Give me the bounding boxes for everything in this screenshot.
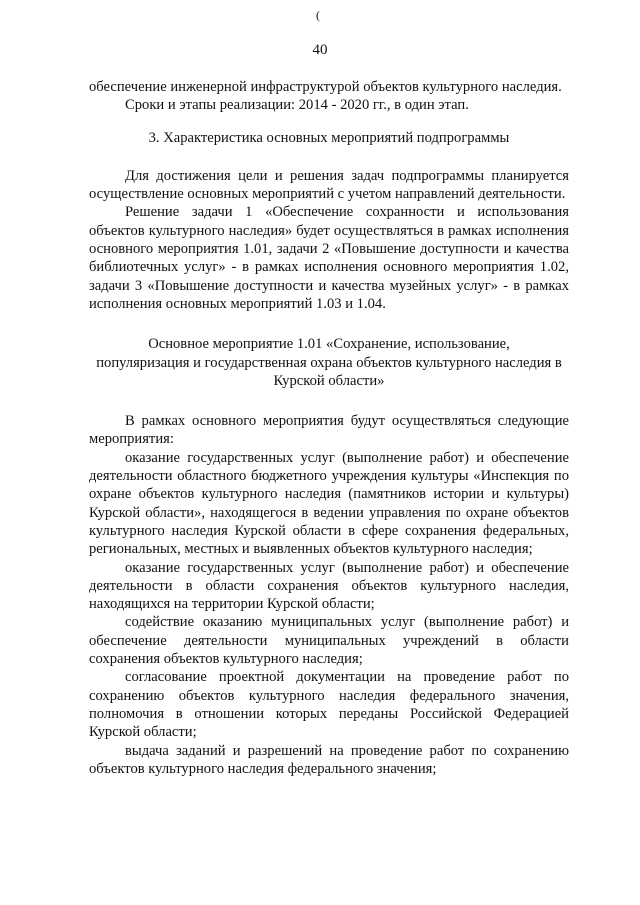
margin-mark: ( bbox=[316, 8, 320, 22]
subheading-line: Курской области» bbox=[273, 372, 385, 389]
subheading-line: Основное мероприятие 1.01 «Сохранение, использование, bbox=[148, 336, 510, 353]
subheading-line: популяризация и государственная охрана объектов культурного наследия в bbox=[96, 354, 562, 371]
list-item: согласование проектной документации на проведение работ по сохранению объектов культурного наследия федерального значения, полномочия в отношении которых переданы Российской Федерацией Курской области; bbox=[89, 669, 569, 741]
page-number: 40 bbox=[312, 42, 328, 58]
paragraph-framework: В рамках основного мероприятия будут осуществляться следующие мероприятия: bbox=[89, 413, 569, 448]
paragraph-intro: обеспечение инженерной инфраструктурой объектов культурного наследия. bbox=[89, 79, 562, 95]
list-item: оказание государственных услуг (выполнение работ) и обеспечение деятельности в области сохранения объектов культурного наследия, находящихся на территории Курской области; bbox=[89, 559, 569, 613]
paragraph-goals: Для достижения цели и решения задач подпрограммы планируется осуществление основных мероприятий с учетом направлений деятельности. bbox=[89, 167, 569, 203]
paragraph-tasks: Решение задачи 1 «Обеспечение сохранности и использования объектов культурного наследия» будет осуществляться в рамках исполнения основного мероприятия 1.01, задачи 2 «Повышение доступности и качества библиотечных услуг» - в рамках исполнения основного мероприятия 1.02, задачи 3 «Повышение доступности и качества музейных услуг» - в рамках исполнения основных мероприятий 1.03 и 1.04. bbox=[89, 204, 569, 312]
section-heading: 3. Характеристика основных мероприятий подпрограммы bbox=[148, 129, 510, 146]
paragraph-terms: Сроки и этапы реализации: 2014 - 2020 гг., в один этап. bbox=[125, 97, 469, 114]
document-body bbox=[89, 78, 569, 778]
list-item: содействие оказанию муниципальных услуг (выполнение работ) и обеспечение деятельности муниципальных учреждений в области сохранения объектов культурного наследия; bbox=[89, 614, 569, 668]
list-item: оказание государственных услуг (выполнение работ) и обеспечение деятельности областного бюджетного учреждения культуры «Инспекция по охране объектов культурного наследия (памятников истории и культуры) Курской области», находящегося в ведении управления по охране объектов культурного наследия Курской области в сфере сохранения федеральных, региональных, местных и выявленных объектов культурного наследия; bbox=[89, 449, 569, 558]
subheading bbox=[89, 335, 569, 390]
list-item: выдача заданий и разрешений на проведение работ по сохранению объектов культурного наследия федерального значения; bbox=[89, 742, 569, 777]
